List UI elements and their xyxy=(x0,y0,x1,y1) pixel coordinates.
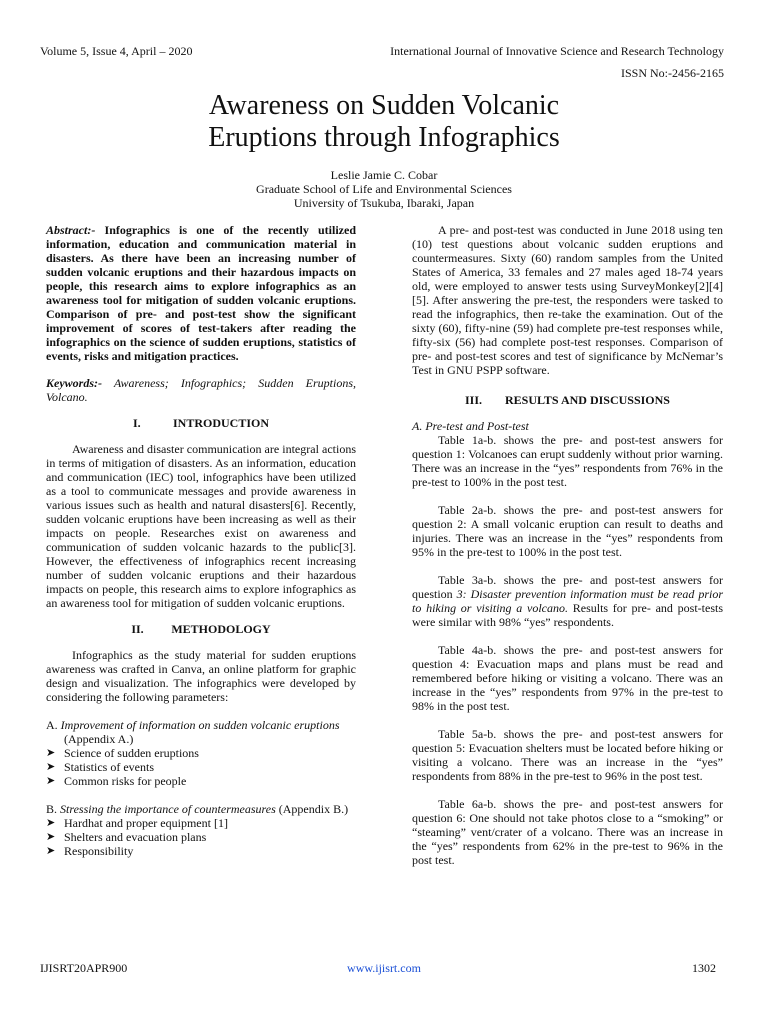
result-paragraph-3: Table 3a-b. shows the pre- and post-test answers for question 3: Disaster prevention information must be read prior to hiking or visiting a volcano. Results for pre- and post-tests were similar with 98% “yes” respondents. xyxy=(412,573,723,629)
arrow-bullet-icon: ➤ xyxy=(46,747,56,759)
abstract xyxy=(46,223,356,363)
keywords xyxy=(46,376,356,404)
parameter-group-a: A. Improvement of information on sudden volcanic eruptions (Appendix A.) xyxy=(46,718,340,746)
methodology-text: Infographics as the study material for sudden eruptions awareness was crafted in Canva, an online platform for graphic design and visualization. The infographics were developed by considering the following parameters: xyxy=(46,648,356,704)
journal-url-link[interactable]: www.ijisrt.com xyxy=(347,961,421,975)
parameter-list-a xyxy=(46,746,356,788)
volume-info: Volume 5, Issue 4, April – 2020 xyxy=(40,44,193,58)
parameter-group-b: B. Stressing the importance of countermeasures (Appendix B.) xyxy=(46,802,349,816)
arrow-bullet-icon: ➤ xyxy=(46,817,56,829)
author-affiliation: Graduate School of Life and Environmental Sciences xyxy=(256,182,512,196)
subsection-pre-post-test: A. Pre-test and Post-test xyxy=(412,419,529,433)
left-column xyxy=(46,223,356,858)
result-paragraph-5: Table 5a-b. shows the pre- and post-test answers for question 5: Evacuation shelters must be located before hiking or visiting a volcano. There was an increase in the “yes” respondents from 88% in the pre-test to 96% in the post test. xyxy=(412,727,723,783)
list-item: ➤ Shelters and evacuation plans xyxy=(46,830,207,844)
author-block xyxy=(0,168,768,210)
arrow-bullet-icon: ➤ xyxy=(46,845,56,857)
abstract-label: Abstract:- xyxy=(46,223,96,237)
keywords-label: Keywords:- xyxy=(46,376,102,390)
journal-name: International Journal of Innovative Science and Research Technology xyxy=(390,44,724,58)
arrow-bullet-icon: ➤ xyxy=(46,761,56,773)
result-paragraph-4: Table 4a-b. shows the pre- and post-test answers for question 4: Evacuation maps and plans must be read and remembered before hiking or visiting a volcano. There was an increase in the “yes” respondents from 97% in the pre-test to 98% in the post test. xyxy=(412,643,723,713)
parameter-list-b xyxy=(46,816,356,858)
result-paragraph-2: Table 2a-b. shows the pre- and post-test answers for question 2: A small volcanic eruption can result to deaths and injuries. There was an increase in the “yes” respondents from 95% in the pre-test to 100% in the post test. xyxy=(412,503,723,559)
author-name: Leslie Jamie C. Cobar xyxy=(330,168,438,182)
section-heading-results: III. RESULTS AND DISCUSSIONS xyxy=(465,393,670,407)
methodology-continued: A pre- and post-test was conducted in June 2018 using ten (10) test questions about volcanic sudden eruptions and countermeasures. Sixty (60) random samples from the United States of America, 33 females and 27 males aged 18-74 years old, were employed to answer tests using SurveyMonkey[2][4][5]. After answering the pre-test, the responders were tasked to read the infographics, then re-take the examination. Out of the sixty (60), fifty-nine (59) had complete pre-test responses while, fifty-six (56) had complete post-test responses. Comparison of pre- and post-test scores and test of significance by McNemar’s Test in GNU PSPP software. xyxy=(412,223,723,377)
list-item: ➤ Responsibility xyxy=(46,844,134,858)
list-item: ➤ Science of sudden eruptions xyxy=(46,746,199,760)
abstract-text: Infographics is one of the recently utilized information, education and communication material in disasters. As there have been an increasing number of sudden volcanic eruptions and their hazardous impacts on people, this research aims to explore infographics as an awareness tool for mitigation of sudden volcanic eruptions. Comparison of pre- and post-test show the significant improvement of scores of test-takers after reading the infographics on the science of sudden eruptions, statistics of events, risks and mitigation practices. xyxy=(46,223,356,363)
list-item: ➤ Statistics of events xyxy=(46,760,154,774)
list-item: ➤ Hardhat and proper equipment [1] xyxy=(46,816,228,830)
list-item: ➤ Common risks for people xyxy=(46,774,187,788)
title-line-2: Eruptions through Infographics xyxy=(208,122,560,153)
page-number: 1302 xyxy=(692,961,716,975)
result-paragraph-6: Table 6a-b. shows the pre- and post-test answers for question 6: One should not take photos close to a “smoking” or “steaming” vent/crater of a volcano. There was an increase in the “yes” respondents from 62% in the pre-test to 96% in the post test. xyxy=(412,797,723,867)
result-paragraph-1: Table 1a-b. shows the pre- and post-test answers for question 1: Volcanoes can erupt suddenly without prior warning. There was an increase in the “yes” respondents from 76% in the pre-test to 100% in the post test. xyxy=(412,433,723,489)
arrow-bullet-icon: ➤ xyxy=(46,831,56,843)
issn: ISSN No:-2456-2165 xyxy=(620,66,724,80)
introduction-text: Awareness and disaster communication are integral actions in terms of mitigation of disasters. As an information, education and communication (IEC) tool, infographics have been utilized as a tool to communicate messages and provide awareness in various issues such as health and natural disasters[6]. Recently, sudden volcanic eruptions have been increasing as well as their impacts on people. Researches exist on awareness and communication of sudden volcanic hazards to the public[3]. However, the effectiveness of infographics recent increasing number of sudden volcanic eruptions and their hazardous impacts on people, this research aims to explore infographics as an awareness tool for mitigation of sudden volcanic eruptions. xyxy=(46,442,356,610)
arrow-bullet-icon: ➤ xyxy=(46,775,56,787)
keywords-text: Awareness; Infographics; Sudden Eruptions, Volcano. xyxy=(46,376,356,404)
right-column xyxy=(412,223,723,867)
section-heading-introduction: I. INTRODUCTION xyxy=(132,416,269,430)
paper-code: IJISRT20APR900 xyxy=(40,961,128,975)
author-university: University of Tsukuba, Ibaraki, Japan xyxy=(293,196,475,210)
paper-title xyxy=(0,90,768,154)
title-line-1: Awareness on Sudden Volcanic xyxy=(208,90,560,121)
section-heading-methodology: II. METHODOLOGY xyxy=(131,622,271,636)
